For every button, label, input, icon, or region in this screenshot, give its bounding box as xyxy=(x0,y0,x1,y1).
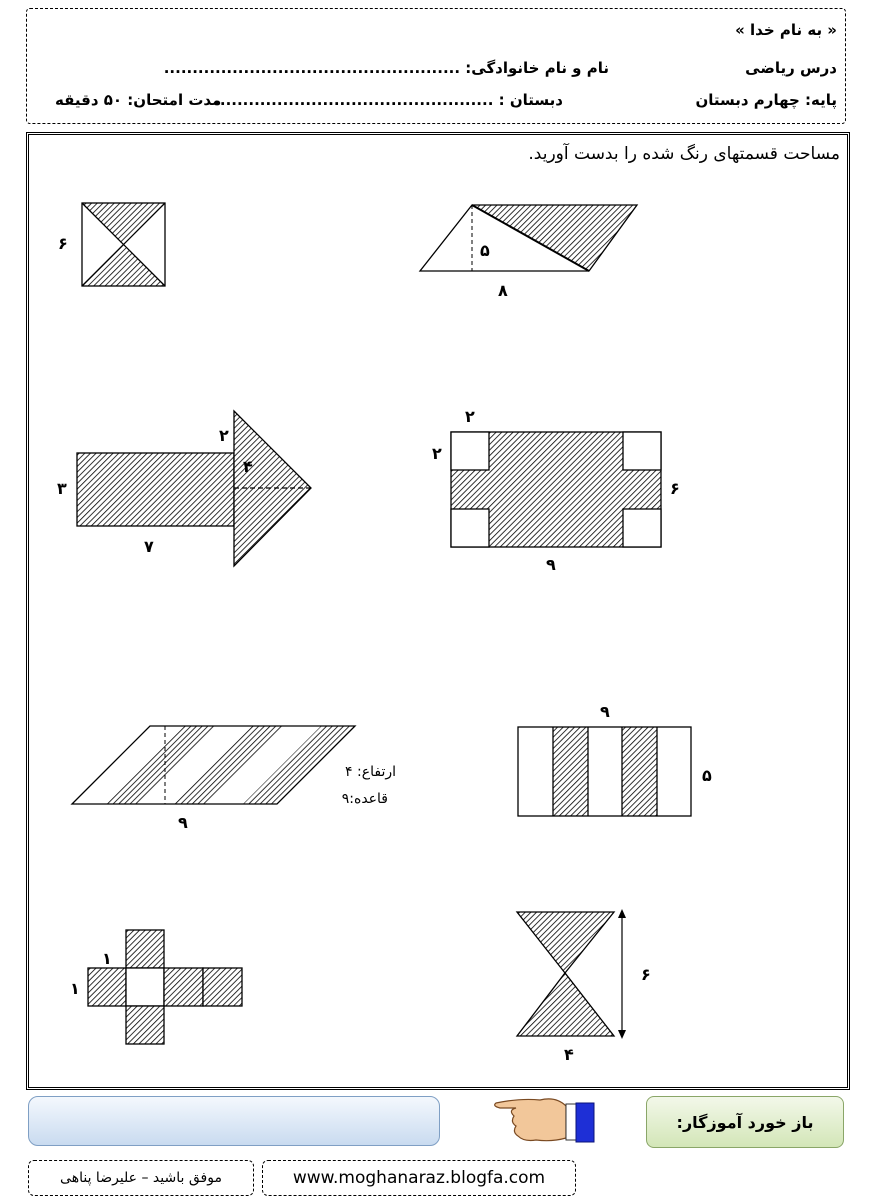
figure-parallelogram-stripes xyxy=(72,726,396,832)
fig5-height-label: ۵ xyxy=(702,766,712,785)
subject-label: درس ریاضی xyxy=(745,59,837,77)
fig3-corner-width-label: ۲ xyxy=(465,407,475,426)
fig3-width-label: ۹ xyxy=(546,555,556,574)
fig7-base-label: ۴ xyxy=(564,1045,574,1064)
fig4-rect-width-label: ۷ xyxy=(144,537,154,556)
figure-arrow xyxy=(57,411,311,566)
fig6-bottom-label: ۹ xyxy=(178,813,188,832)
fig6-base-label: قاعده:۹ xyxy=(341,791,388,807)
name-field-label: نام و نام خانوادگی: .................................................... xyxy=(163,59,609,77)
fig3-height-label: ۶ xyxy=(670,479,680,498)
answer-bar xyxy=(28,1096,440,1146)
figure-cross-net xyxy=(70,930,242,1044)
fig5-width-label: ۹ xyxy=(600,702,610,721)
bismillah: « به نام خدا » xyxy=(735,21,837,39)
author-signature: موفق باشید – علیرضا پناهی xyxy=(28,1160,254,1196)
fig1-base-label: ۸ xyxy=(498,281,508,300)
figure-rect-stripes xyxy=(518,702,712,816)
grade-label: پایه: چهارم دبستان xyxy=(695,91,837,109)
instruction-text: مساحت قسمتهای رنگ شده را بدست آورید. xyxy=(528,144,840,164)
fig7-height-label: ۶ xyxy=(641,965,651,984)
fig6-height-label: ارتفاع: ۴ xyxy=(345,764,396,780)
school-field-label: دبستان : ................................................. xyxy=(214,91,563,109)
pointing-hand-icon xyxy=(495,1099,594,1142)
teacher-feedback-box: باز خورد آموزگار: xyxy=(646,1096,844,1148)
figure-triangles-hourglass xyxy=(517,909,651,1064)
fig1-height-label: ۵ xyxy=(480,241,490,260)
figure-parallelogram-triangle xyxy=(420,205,637,300)
fig4-triangle-top-label: ۲ xyxy=(219,426,229,445)
figure-square-hourglass xyxy=(58,203,165,286)
fig4-triangle-height-label: ۴ xyxy=(243,457,253,476)
figure-rect-corners xyxy=(432,407,680,574)
duration-label: مدت امتحان: ۵۰ دقیقه xyxy=(55,91,222,109)
fig8-unit-top-label: ۱ xyxy=(102,949,112,968)
fig8-unit-side-label: ۱ xyxy=(70,979,80,998)
fig3-corner-height-label: ۲ xyxy=(432,444,442,463)
website-link[interactable]: www.moghanaraz.blogfa.com xyxy=(262,1160,576,1196)
fig4-rect-height-label: ۳ xyxy=(57,479,67,498)
fig2-side-label: ۶ xyxy=(58,234,68,253)
